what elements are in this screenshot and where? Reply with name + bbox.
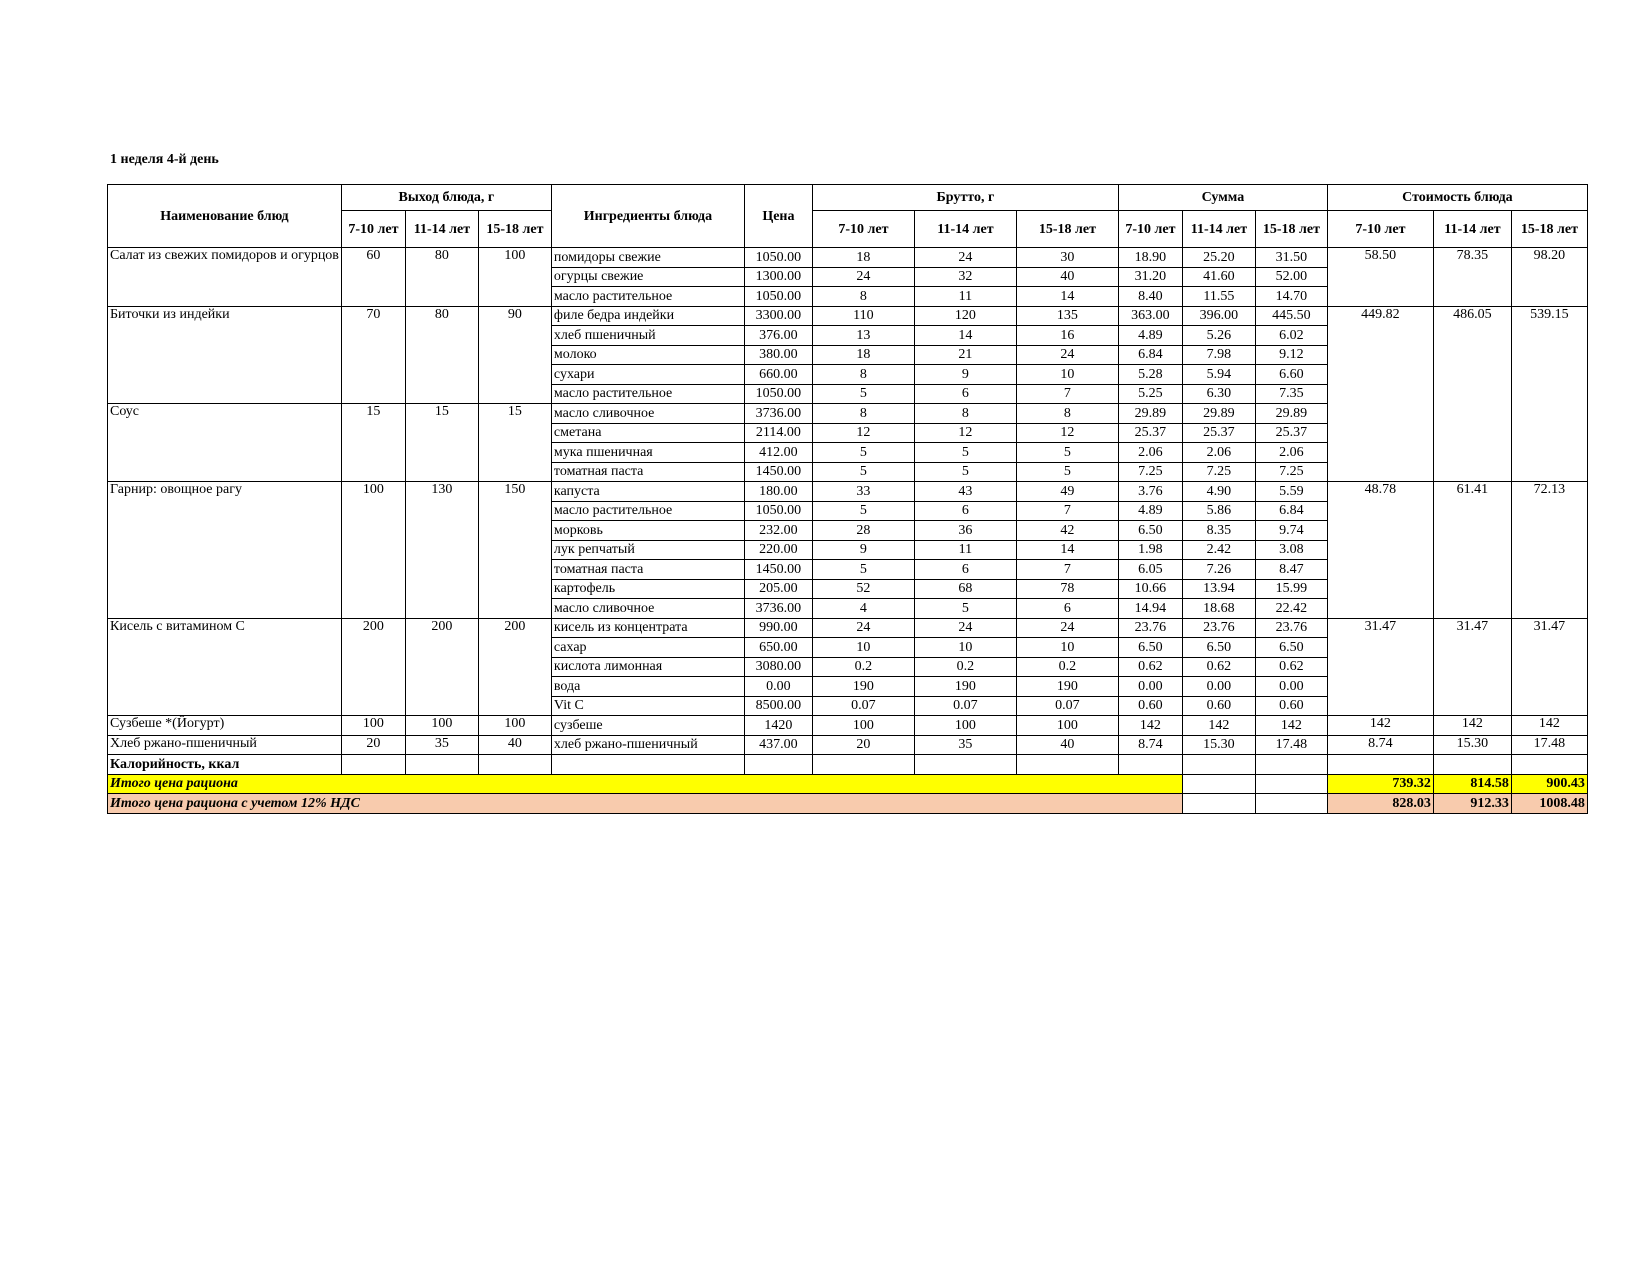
- table-row: [108, 248, 1588, 268]
- ingredient-price: 2114.00: [744, 423, 812, 443]
- ingredient-gross: 7: [1016, 560, 1118, 580]
- calories-row: [108, 755, 1588, 775]
- ingredient-gross: 6: [914, 560, 1016, 580]
- ingredient-price: 650.00: [744, 638, 812, 658]
- ingredient-gross: 8: [914, 404, 1016, 424]
- ingredient-sum: 0.62: [1255, 657, 1327, 677]
- total-value: 739.32: [1327, 774, 1433, 794]
- ingredient-sum: 13.94: [1182, 579, 1255, 599]
- ingredient-name: масло сливочное: [551, 404, 744, 424]
- ingredient-name: капуста: [551, 482, 744, 502]
- ingredient-sum: 14.94: [1118, 599, 1182, 619]
- ingredient-sum: 7.25: [1182, 462, 1255, 482]
- ingredient-sum: 41.60: [1182, 267, 1255, 287]
- dish-cost: 61.41: [1433, 482, 1511, 619]
- ingredient-sum: 0.00: [1118, 677, 1182, 697]
- ingredient-name: кислота лимонная: [551, 657, 744, 677]
- ingredient-sum: 5.86: [1182, 501, 1255, 521]
- dish-name: Гарнир: овощное рагу: [108, 482, 342, 619]
- ingredient-sum: 15.99: [1255, 579, 1327, 599]
- ingredient-price: 376.00: [744, 326, 812, 346]
- dish-yield: 150: [478, 482, 551, 619]
- dish-cost: 8.74: [1327, 735, 1433, 755]
- ingredient-gross: 14: [1016, 287, 1118, 307]
- ingredient-gross: 5: [812, 443, 914, 463]
- ingredient-price: 1420: [744, 716, 812, 736]
- ingredient-sum: 6.50: [1118, 521, 1182, 541]
- ingredient-sum: 2.06: [1182, 443, 1255, 463]
- ingredient-gross: 24: [812, 618, 914, 638]
- ingredient-sum: 25.37: [1118, 423, 1182, 443]
- dish-yield: 200: [341, 618, 405, 716]
- ingredient-gross: 100: [914, 716, 1016, 736]
- ingredient-gross: 190: [1016, 677, 1118, 697]
- ingredient-sum: 142: [1255, 716, 1327, 736]
- ingredient-name: масло растительное: [551, 501, 744, 521]
- ingredient-gross: 0.07: [812, 696, 914, 716]
- dish-yield: 70: [341, 306, 405, 404]
- ingredient-sum: 5.59: [1255, 482, 1327, 502]
- ingredient-gross: 120: [914, 306, 1016, 326]
- ingredient-gross: 18: [812, 345, 914, 365]
- ingredient-gross: 135: [1016, 306, 1118, 326]
- ingredient-gross: 43: [914, 482, 1016, 502]
- header-age-group: 11-14 лет: [914, 211, 1016, 248]
- ingredient-name: хлеб пшеничный: [551, 326, 744, 346]
- ingredient-price: 660.00: [744, 365, 812, 385]
- ingredient-sum: 2.06: [1255, 443, 1327, 463]
- dish-yield: 20: [341, 735, 405, 755]
- ingredient-price: 3736.00: [744, 404, 812, 424]
- dish-name: Биточки из индейки: [108, 306, 342, 404]
- dish-yield: 15: [405, 404, 478, 482]
- ingredient-gross: 11: [914, 540, 1016, 560]
- ingredient-sum: 4.90: [1182, 482, 1255, 502]
- ingredient-sum: 17.48: [1255, 735, 1327, 755]
- ingredient-sum: 18.68: [1182, 599, 1255, 619]
- ingredient-sum: 25.37: [1182, 423, 1255, 443]
- ingredient-gross: 13: [812, 326, 914, 346]
- ingredient-sum: 23.76: [1182, 618, 1255, 638]
- header-age-group: 15-18 лет: [1511, 211, 1587, 248]
- ingredient-gross: 21: [914, 345, 1016, 365]
- ingredient-sum: 9.12: [1255, 345, 1327, 365]
- ingredient-sum: 29.89: [1182, 404, 1255, 424]
- ingredient-gross: 35: [914, 735, 1016, 755]
- dish-name: Кисель с витамином С: [108, 618, 342, 716]
- ingredient-sum: 52.00: [1255, 267, 1327, 287]
- dish-name: Соус: [108, 404, 342, 482]
- ingredient-sum: 7.25: [1255, 462, 1327, 482]
- ingredient-name: помидоры свежие: [551, 248, 744, 268]
- ingredient-gross: 12: [914, 423, 1016, 443]
- ingredient-sum: 25.37: [1255, 423, 1327, 443]
- dish-yield: 15: [478, 404, 551, 482]
- ingredient-sum: 5.25: [1118, 384, 1182, 404]
- ingredient-name: Vit C: [551, 696, 744, 716]
- ingredient-gross: 5: [812, 384, 914, 404]
- ingredient-sum: 445.50: [1255, 306, 1327, 326]
- ingredient-price: 220.00: [744, 540, 812, 560]
- ingredient-sum: 6.02: [1255, 326, 1327, 346]
- table-row: [108, 716, 1588, 736]
- header-cost: Стоимость блюда: [1327, 185, 1587, 211]
- dish-yield: 80: [405, 306, 478, 404]
- ingredient-name: сузбеше: [551, 716, 744, 736]
- menu-body: [108, 248, 1588, 814]
- ingredient-gross: 78: [1016, 579, 1118, 599]
- ingredient-gross: 40: [1016, 735, 1118, 755]
- header-age-group: 7-10 лет: [812, 211, 914, 248]
- ingredient-gross: 110: [812, 306, 914, 326]
- ingredient-sum: 31.20: [1118, 267, 1182, 287]
- ingredient-gross: 6: [914, 501, 1016, 521]
- dish-yield: 100: [341, 482, 405, 619]
- ingredient-sum: 6.05: [1118, 560, 1182, 580]
- ingredient-name: сухари: [551, 365, 744, 385]
- dish-yield: 90: [478, 306, 551, 404]
- ingredient-price: 3736.00: [744, 599, 812, 619]
- ingredient-name: масло растительное: [551, 287, 744, 307]
- ingredient-sum: 3.76: [1118, 482, 1182, 502]
- dish-cost: 15.30: [1433, 735, 1511, 755]
- ingredient-price: 205.00: [744, 579, 812, 599]
- ingredient-price: 1050.00: [744, 287, 812, 307]
- header-age-group: 11-14 лет: [405, 211, 478, 248]
- ingredient-sum: 396.00: [1182, 306, 1255, 326]
- ingredient-sum: 0.60: [1255, 696, 1327, 716]
- ingredient-gross: 36: [914, 521, 1016, 541]
- dish-yield: 60: [341, 248, 405, 307]
- ingredient-sum: 3.08: [1255, 540, 1327, 560]
- header-age-group: 15-18 лет: [1016, 211, 1118, 248]
- dish-cost: 78.35: [1433, 248, 1511, 307]
- ingredient-name: филе бедра индейки: [551, 306, 744, 326]
- ingredient-price: 1450.00: [744, 462, 812, 482]
- ingredient-sum: 7.35: [1255, 384, 1327, 404]
- ingredient-gross: 11: [914, 287, 1016, 307]
- ingredient-gross: 5: [1016, 443, 1118, 463]
- total-vat-value: 828.03: [1327, 794, 1433, 814]
- ingredient-gross: 9: [812, 540, 914, 560]
- dish-yield: 80: [405, 248, 478, 307]
- ingredient-gross: 52: [812, 579, 914, 599]
- ingredient-sum: 15.30: [1182, 735, 1255, 755]
- total-value: 900.43: [1511, 774, 1587, 794]
- ingredient-sum: 142: [1118, 716, 1182, 736]
- ingredient-sum: 23.76: [1118, 618, 1182, 638]
- ingredient-gross: 7: [1016, 384, 1118, 404]
- total-vat-value: 912.33: [1433, 794, 1511, 814]
- ingredient-gross: 24: [1016, 345, 1118, 365]
- ingredient-gross: 100: [812, 716, 914, 736]
- ingredient-gross: 14: [914, 326, 1016, 346]
- ingredient-gross: 0.2: [1016, 657, 1118, 677]
- ingredient-gross: 20: [812, 735, 914, 755]
- ingredient-gross: 7: [1016, 501, 1118, 521]
- dish-name: Хлеб ржано-пшеничный: [108, 735, 342, 755]
- ingredient-gross: 5: [914, 599, 1016, 619]
- ingredient-name: хлеб ржано-пшеничный: [551, 735, 744, 755]
- ingredient-sum: 6.60: [1255, 365, 1327, 385]
- dish-cost: 98.20: [1511, 248, 1587, 307]
- ingredient-name: кисель из концентрата: [551, 618, 744, 638]
- ingredient-gross: 190: [812, 677, 914, 697]
- ingredient-gross: 5: [914, 462, 1016, 482]
- ingredient-gross: 0.2: [812, 657, 914, 677]
- ingredient-gross: 24: [914, 618, 1016, 638]
- menu-table: [107, 184, 1588, 814]
- ingredient-gross: 4: [812, 599, 914, 619]
- ingredient-gross: 12: [812, 423, 914, 443]
- ingredient-sum: 22.42: [1255, 599, 1327, 619]
- header-ingredients: Ингредиенты блюда: [551, 185, 744, 248]
- ingredient-gross: 6: [1016, 599, 1118, 619]
- dish-cost: 48.78: [1327, 482, 1433, 619]
- ingredient-gross: 12: [1016, 423, 1118, 443]
- total-value: 814.58: [1433, 774, 1511, 794]
- ingredient-sum: 363.00: [1118, 306, 1182, 326]
- dish-yield: 100: [341, 716, 405, 736]
- ingredient-sum: 0.60: [1182, 696, 1255, 716]
- ingredient-name: масло сливочное: [551, 599, 744, 619]
- ingredient-name: вода: [551, 677, 744, 697]
- ingredient-sum: 8.40: [1118, 287, 1182, 307]
- ingredient-gross: 0.2: [914, 657, 1016, 677]
- ingredient-gross: 16: [1016, 326, 1118, 346]
- dish-yield: 100: [478, 716, 551, 736]
- ingredient-price: 180.00: [744, 482, 812, 502]
- ingredient-sum: 9.74: [1255, 521, 1327, 541]
- dish-cost: 486.05: [1433, 306, 1511, 482]
- ingredient-gross: 5: [1016, 462, 1118, 482]
- ingredient-gross: 18: [812, 248, 914, 268]
- header-yield: Выход блюда, г: [341, 185, 551, 211]
- dish-yield: 40: [478, 735, 551, 755]
- dish-cost: 31.47: [1511, 618, 1587, 716]
- dish-cost: 31.47: [1327, 618, 1433, 716]
- ingredient-price: 990.00: [744, 618, 812, 638]
- header-age-group: 7-10 лет: [1327, 211, 1433, 248]
- ingredient-sum: 0.62: [1118, 657, 1182, 677]
- ingredient-gross: 0.07: [914, 696, 1016, 716]
- header-age-group: 7-10 лет: [1118, 211, 1182, 248]
- header-gross: Брутто, г: [812, 185, 1118, 211]
- ingredient-gross: 32: [914, 267, 1016, 287]
- ingredient-price: 412.00: [744, 443, 812, 463]
- ingredient-gross: 42: [1016, 521, 1118, 541]
- ingredient-gross: 0.07: [1016, 696, 1118, 716]
- ingredient-sum: 0.00: [1255, 677, 1327, 697]
- ingredient-gross: 8: [812, 287, 914, 307]
- dish-cost: 142: [1433, 716, 1511, 736]
- ingredient-price: 1050.00: [744, 248, 812, 268]
- ingredient-name: лук репчатый: [551, 540, 744, 560]
- ingredient-sum: 2.42: [1182, 540, 1255, 560]
- dish-yield: 100: [478, 248, 551, 307]
- ingredient-name: картофель: [551, 579, 744, 599]
- ingredient-sum: 18.90: [1118, 248, 1182, 268]
- dish-cost: 72.13: [1511, 482, 1587, 619]
- ingredient-gross: 10: [1016, 638, 1118, 658]
- ingredient-name: огурцы свежие: [551, 267, 744, 287]
- ingredient-sum: 6.50: [1118, 638, 1182, 658]
- ingredient-sum: 5.26: [1182, 326, 1255, 346]
- ingredient-sum: 2.06: [1118, 443, 1182, 463]
- ingredient-gross: 8: [812, 365, 914, 385]
- header-dish-name: Наименование блюд: [108, 185, 342, 248]
- ingredient-gross: 5: [914, 443, 1016, 463]
- dish-cost: 539.15: [1511, 306, 1587, 482]
- ingredient-sum: 0.60: [1118, 696, 1182, 716]
- ingredient-sum: 5.28: [1118, 365, 1182, 385]
- dish-name: Сузбеше *(Йогурт): [108, 716, 342, 736]
- ingredient-name: сахар: [551, 638, 744, 658]
- ingredient-price: 1050.00: [744, 384, 812, 404]
- dish-yield: 200: [478, 618, 551, 716]
- calories-label: Калорийность, ккал: [108, 755, 342, 775]
- dish-cost: 142: [1327, 716, 1433, 736]
- header-age-group: 15-18 лет: [1255, 211, 1327, 248]
- ingredient-gross: 8: [812, 404, 914, 424]
- ingredient-sum: 142: [1182, 716, 1255, 736]
- ingredient-sum: 25.20: [1182, 248, 1255, 268]
- ingredient-gross: 8: [1016, 404, 1118, 424]
- table-row: [108, 306, 1588, 326]
- ingredient-sum: 23.76: [1255, 618, 1327, 638]
- dish-cost: 449.82: [1327, 306, 1433, 482]
- ingredient-gross: 49: [1016, 482, 1118, 502]
- dish-yield: 100: [405, 716, 478, 736]
- ingredient-price: 3300.00: [744, 306, 812, 326]
- ingredient-sum: 10.66: [1118, 579, 1182, 599]
- ingredient-gross: 10: [1016, 365, 1118, 385]
- ingredient-name: томатная паста: [551, 560, 744, 580]
- ingredient-gross: 14: [1016, 540, 1118, 560]
- ingredient-gross: 33: [812, 482, 914, 502]
- total-label: Итого цена рациона: [108, 774, 1183, 794]
- ingredient-gross: 10: [914, 638, 1016, 658]
- table-row: [108, 482, 1588, 502]
- ingredient-name: сметана: [551, 423, 744, 443]
- table-row: [108, 618, 1588, 638]
- ingredient-price: 1450.00: [744, 560, 812, 580]
- ingredient-price: 1300.00: [744, 267, 812, 287]
- ingredient-gross: 28: [812, 521, 914, 541]
- ingredient-price: 8500.00: [744, 696, 812, 716]
- ingredient-sum: 7.25: [1118, 462, 1182, 482]
- dish-cost: 31.47: [1433, 618, 1511, 716]
- ingredient-sum: 6.50: [1255, 638, 1327, 658]
- total-vat-label: Итого цена рациона с учетом 12% НДС: [108, 794, 1183, 814]
- total-vat-value: 1008.48: [1511, 794, 1587, 814]
- ingredient-name: морковь: [551, 521, 744, 541]
- ingredient-sum: 4.89: [1118, 501, 1182, 521]
- header-sum: Сумма: [1118, 185, 1327, 211]
- ingredient-sum: 4.89: [1118, 326, 1182, 346]
- header-age-group: 15-18 лет: [478, 211, 551, 248]
- dish-cost: 142: [1511, 716, 1587, 736]
- ingredient-sum: 0.62: [1182, 657, 1255, 677]
- ingredient-sum: 29.89: [1118, 404, 1182, 424]
- ingredient-gross: 5: [812, 501, 914, 521]
- dish-cost: 17.48: [1511, 735, 1587, 755]
- dish-yield: 130: [405, 482, 478, 619]
- ingredient-sum: 8.74: [1118, 735, 1182, 755]
- table-row: [108, 735, 1588, 755]
- header-age-group: 7-10 лет: [341, 211, 405, 248]
- ingredient-sum: 6.50: [1182, 638, 1255, 658]
- ingredient-gross: 5: [812, 560, 914, 580]
- ingredient-gross: 9: [914, 365, 1016, 385]
- ingredient-sum: 11.55: [1182, 287, 1255, 307]
- page-title: 1 неделя 4-й день: [110, 152, 219, 167]
- ingredient-name: томатная паста: [551, 462, 744, 482]
- dish-cost: 58.50: [1327, 248, 1433, 307]
- ingredient-gross: 100: [1016, 716, 1118, 736]
- total-vat-row: [108, 794, 1588, 814]
- total-row: [108, 774, 1588, 794]
- ingredient-gross: 5: [812, 462, 914, 482]
- ingredient-sum: 7.26: [1182, 560, 1255, 580]
- ingredient-sum: 6.84: [1118, 345, 1182, 365]
- ingredient-name: молоко: [551, 345, 744, 365]
- ingredient-price: 380.00: [744, 345, 812, 365]
- ingredient-gross: 24: [914, 248, 1016, 268]
- ingredient-price: 232.00: [744, 521, 812, 541]
- ingredient-gross: 40: [1016, 267, 1118, 287]
- ingredient-sum: 29.89: [1255, 404, 1327, 424]
- dish-yield: 15: [341, 404, 405, 482]
- ingredient-price: 437.00: [744, 735, 812, 755]
- ingredient-gross: 68: [914, 579, 1016, 599]
- dish-yield: 200: [405, 618, 478, 716]
- ingredient-sum: 31.50: [1255, 248, 1327, 268]
- header-age-group: 11-14 лет: [1433, 211, 1511, 248]
- ingredient-price: 0.00: [744, 677, 812, 697]
- ingredient-sum: 8.47: [1255, 560, 1327, 580]
- ingredient-sum: 7.98: [1182, 345, 1255, 365]
- ingredient-sum: 14.70: [1255, 287, 1327, 307]
- ingredient-sum: 5.94: [1182, 365, 1255, 385]
- ingredient-price: 1050.00: [744, 501, 812, 521]
- ingredient-sum: 6.84: [1255, 501, 1327, 521]
- ingredient-sum: 1.98: [1118, 540, 1182, 560]
- dish-yield: 35: [405, 735, 478, 755]
- dish-name: Салат из свежих помидоров и огурцов: [108, 248, 342, 307]
- ingredient-gross: 10: [812, 638, 914, 658]
- ingredient-sum: 0.00: [1182, 677, 1255, 697]
- ingredient-sum: 6.30: [1182, 384, 1255, 404]
- ingredient-name: масло растительное: [551, 384, 744, 404]
- ingredient-gross: 6: [914, 384, 1016, 404]
- ingredient-name: мука пшеничная: [551, 443, 744, 463]
- ingredient-gross: 24: [812, 267, 914, 287]
- header-age-group: 11-14 лет: [1182, 211, 1255, 248]
- ingredient-gross: 24: [1016, 618, 1118, 638]
- header-price: Цена: [744, 185, 812, 248]
- ingredient-gross: 30: [1016, 248, 1118, 268]
- ingredient-gross: 190: [914, 677, 1016, 697]
- ingredient-price: 3080.00: [744, 657, 812, 677]
- ingredient-sum: 8.35: [1182, 521, 1255, 541]
